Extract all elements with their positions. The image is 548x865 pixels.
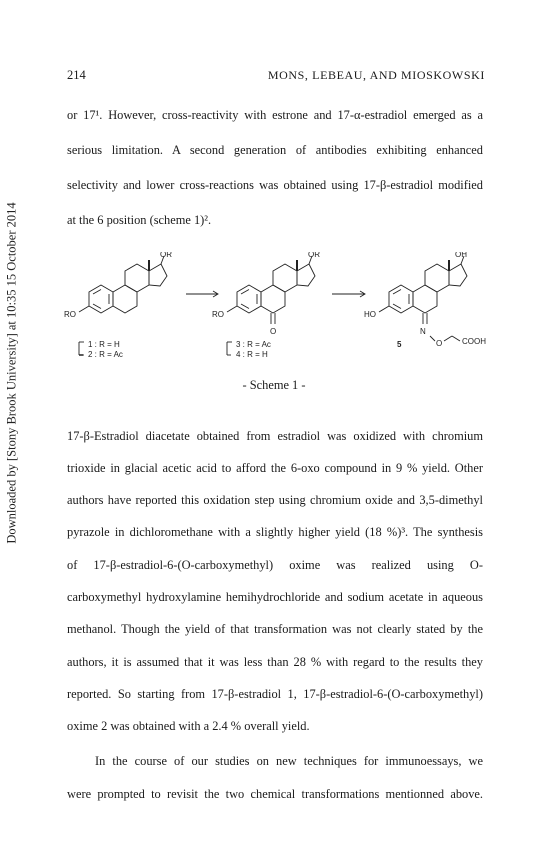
page-number: 214	[67, 68, 86, 82]
compound-3-top-substituent: OR	[308, 252, 320, 259]
reaction-scheme-drawing	[60, 252, 492, 382]
paragraph-line: carboxymethyl hydroxylamine hemihydrochloride and sodium acetate in aqueous	[67, 590, 483, 604]
compound-2-legend: 2 : R = Ac	[88, 350, 123, 359]
paragraph-line: authors have reported this oxidation step using chromium oxide and 3,5-dimethyl	[67, 493, 483, 507]
paragraph-line: trioxide in glacial acetic acid to afford the 6-oxo compound in 9 % yield. Other	[67, 461, 483, 475]
download-notice-text: Downloaded by [Stony Brook University] at 10:35 15 October 2014	[4, 201, 19, 544]
running-head: MONS, LEBEAU, AND MIOSKOWSKI	[267, 68, 485, 82]
compound-5-oxygen-label: O	[436, 339, 443, 348]
paragraph-line: oxime 2 was obtained with a 2.4 % overall yield.	[67, 719, 310, 733]
paragraph-line: pyrazole in dichloromethane with a slightly higher yield (18 %)³. The synthesis	[67, 525, 483, 539]
compound-1-top-substituent: OR	[160, 252, 172, 259]
paragraph-line: selectivity and lower cross-reactions was obtained using 17-β-estradiol modified	[67, 178, 483, 192]
compound-5-nitrogen-label: N	[420, 327, 426, 336]
compound-5-acid-label: COOH	[462, 337, 486, 346]
compound-1-left-substituent: RO	[64, 310, 76, 319]
paragraph-line: or 17¹. However, cross-reactivity with estrone and 17-α-estradiol emerged as a	[67, 108, 483, 122]
paragraph-line: serious limitation. A second generation of antibodies exhibiting enhanced	[67, 143, 483, 157]
compound-4-legend: 4 : R = H	[236, 350, 268, 359]
compound-5-left-substituent: HO	[364, 310, 376, 319]
paragraph-line: were prompted to revisit the two chemical transformations mentionned above.	[67, 787, 483, 801]
paragraph-line: of 17-β-estradiol-6-(O-carboxymethyl) oxime was realized using O-	[67, 558, 483, 572]
compound-3-legend: 3 : R = Ac	[236, 340, 271, 349]
paragraph-line: reported. So starting from 17-β-estradiol 1, 17-β-estradiol-6-(O-carboxymethyl)	[67, 687, 483, 701]
paragraph-line: methanol. Though the yield of that transformation was not clearly stated by the	[67, 622, 483, 636]
paragraph-line: at the 6 position (scheme 1)².	[67, 213, 212, 227]
paragraph-line: authors, it is assumed that it was less than 28 % with regard to the results they	[67, 655, 483, 669]
compound-5-top-substituent: OH	[455, 252, 467, 259]
compound-1-legend: 1 : R = H	[88, 340, 120, 349]
compound-3-left-substituent: RO	[212, 310, 224, 319]
reaction-scheme	[60, 252, 492, 382]
scheme-caption: - Scheme 1 -	[242, 378, 306, 392]
paragraph-line: 17-β-Estradiol diacetate obtained from estradiol was oxidized with chromium	[67, 429, 483, 443]
compound-3-oxo-label: O	[270, 327, 277, 336]
paragraph-line: In the course of our studies on new techniques for immunoessays, we	[95, 754, 483, 768]
compound-5-number: 5	[397, 340, 402, 349]
download-notice	[2, 125, 22, 620]
